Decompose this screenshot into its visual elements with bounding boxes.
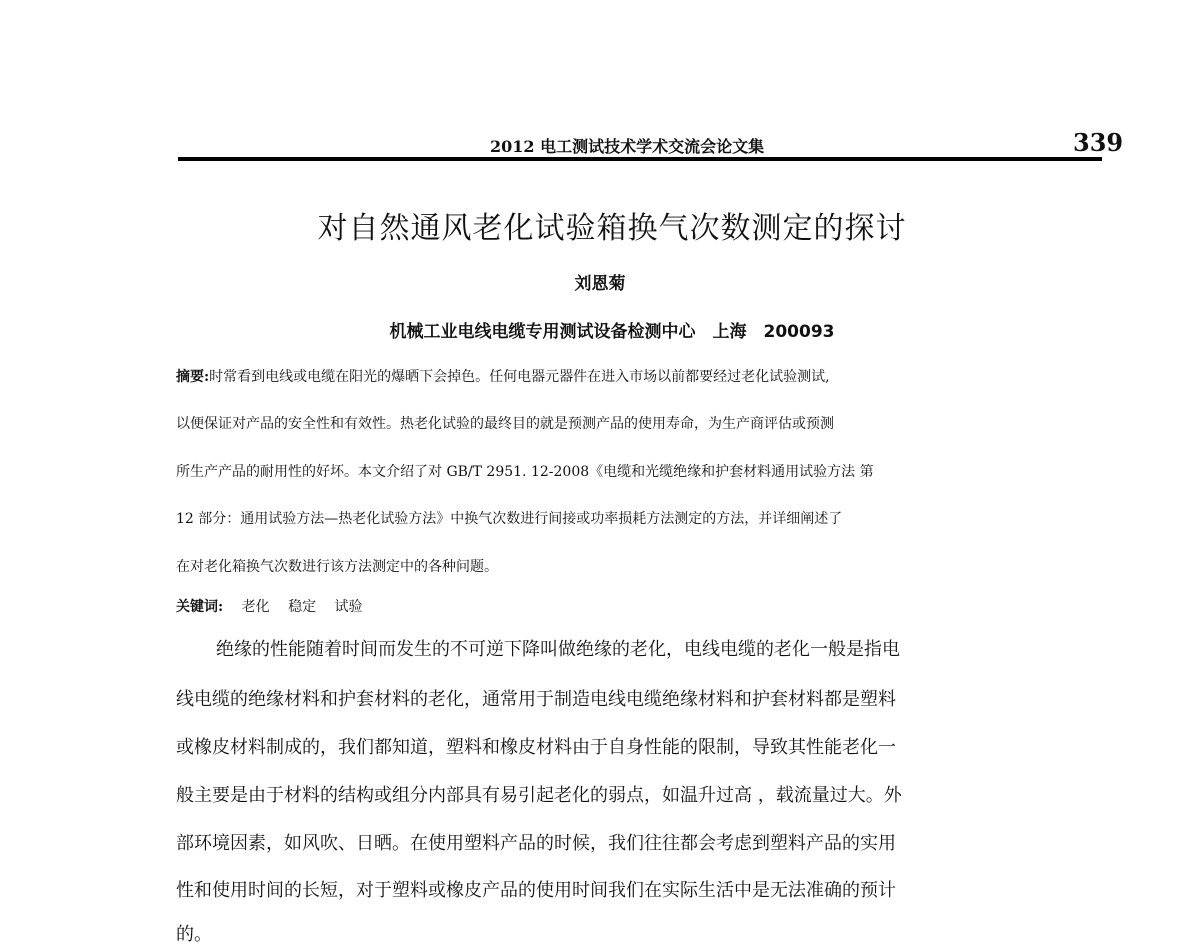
keyword: 老化	[241, 599, 270, 615]
keywords-label: 关键词:	[176, 599, 224, 615]
paper-title: 对自然通风老化试验箱换气次数测定的探讨	[317, 211, 907, 246]
header-rule	[178, 157, 1102, 161]
abstract-line	[176, 366, 1036, 386]
author-name: 刘恩菊	[574, 274, 626, 294]
abstract-line: 在对老化箱换气次数进行该方法测定中的各种问题。	[176, 559, 498, 575]
page-number: 339	[1073, 128, 1124, 157]
running-header-title: 2012 电工测试技术学术交流会论文集	[490, 137, 765, 156]
keywords-line	[176, 596, 363, 616]
abstract-line: 以便保证对产品的安全性和有效性。热老化试验的最终目的就是预测产品的使用寿命，为生产商评估或预测	[176, 416, 834, 432]
body-text-line: 的。	[176, 924, 212, 945]
keyword: 稳定	[288, 599, 317, 615]
abstract-text: 时常看到电线或电缆在阳光的爆晒下会掉色。任何电器元器件在进入市场以前都要经过老化试验测试,	[209, 369, 830, 385]
keyword: 试验	[334, 599, 363, 615]
abstract-line: 12 部分：通用试验方法—热老化试验方法》中换气次数进行间接或功率损耗方法测定的方法，并详细阐述了	[176, 511, 843, 527]
body-text-line: 或橡皮材料制成的，我们都知道，塑料和橡皮材料由于自身性能的限制，导致其性能老化一	[176, 737, 896, 758]
body-text-line: 绝缘的性能随着时间而发生的不可逆下降叫做绝缘的老化，电线电缆的老化一般是指电	[216, 639, 900, 660]
abstract-line: 所生产产品的耐用性的好坏。本文介绍了对 GB/T 2951. 12-2008《电缆和光缆绝缘和护套材料通用试验方法 第	[176, 464, 874, 480]
author-affiliation: 机械工业电线电缆专用测试设备检测中心 上海 200093	[389, 322, 835, 342]
body-text-line: 性和使用时间的长短，对于塑料或橡皮产品的使用时间我们在实际生活中是无法准确的预计	[176, 880, 896, 901]
body-text-line: 线电缆的绝缘材料和护套材料的老化，通常用于制造电线电缆绝缘材料和护套材料都是塑料	[176, 689, 896, 710]
body-text-line: 般主要是由于材料的结构或组分内部具有易引起老化的弱点，如温升过高 ，载流量过大。外	[176, 785, 902, 806]
abstract-label: 摘要:	[176, 369, 210, 385]
body-text-line: 部环境因素，如风吹、日晒。在使用塑料产品的时候，我们往往都会考虑到塑料产品的实用	[176, 833, 896, 854]
